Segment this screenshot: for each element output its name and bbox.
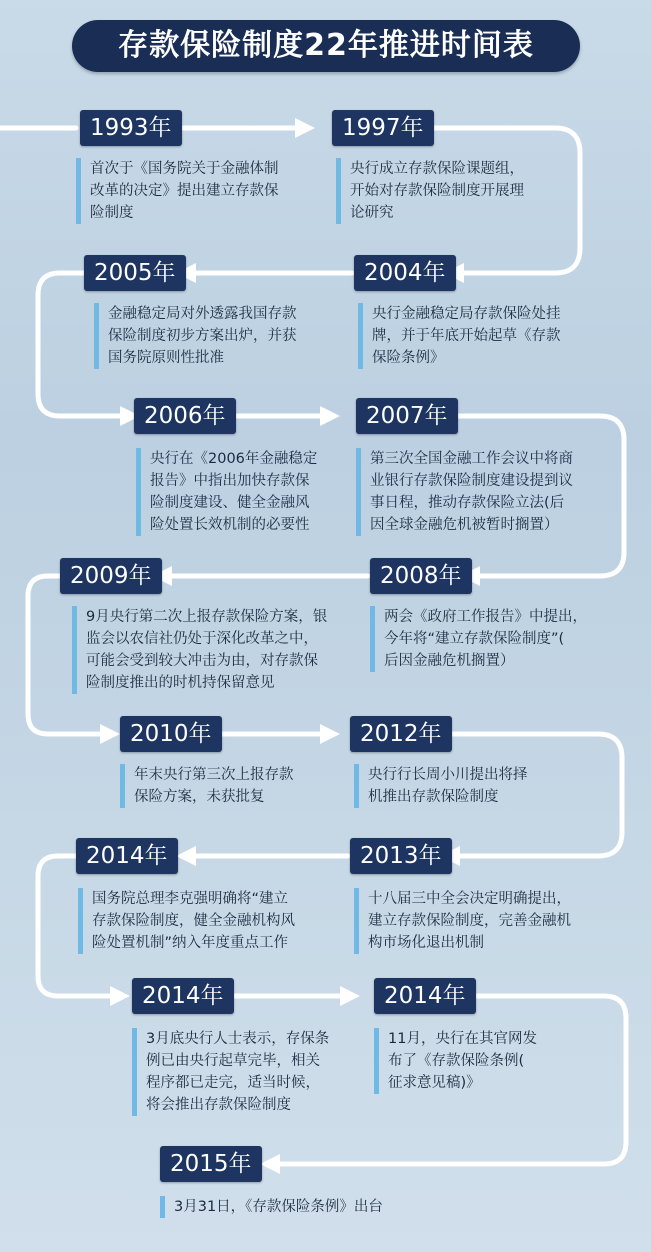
year-label: 2005年 xyxy=(84,255,186,291)
event-description: 3月底央行人士表示，存保条 例已由央行起草完毕，相关 程序都已走完，适当时候， 将会推出存款保险制度 xyxy=(132,1028,366,1116)
event-description: 央行行长周小川提出将择 机推出存款保险制度 xyxy=(354,764,588,808)
event-description: 第三次全国金融工作会议中将商 业银行存款保险制度建设提到议 事日程，推动存款保险立法(后 因全球金融危机被暂时搁置） xyxy=(356,448,630,536)
year-label: 2006年 xyxy=(134,398,236,434)
event-description: 金融稳定局对外透露我国存款 保险制度初步方案出炉，并获 国务院原则性批准 xyxy=(94,303,358,369)
event-description: 国务院总理李克强明确将“建立 存款保险制度，健全金融机构风 险处置机制”纳入年度重点工作 xyxy=(78,888,342,954)
event-description: 11月，央行在其官网发 布了《存款保险条例( 征求意见稿)》 xyxy=(374,1028,598,1094)
year-label: 2010年 xyxy=(120,716,222,752)
event-description: 央行金融稳定局存款保险处挂 牌，并于年底开始起草《存款 保险条例》 xyxy=(358,303,622,369)
year-label: 2013年 xyxy=(350,838,452,874)
year-label: 2008年 xyxy=(370,558,472,594)
event-description: 3月31日，《存款保险条例》出台 xyxy=(160,1196,454,1218)
event-description: 两会《政府工作报告》中提出， 今年将“建立存款保险制度”( 后因金融危机搁置） xyxy=(370,606,634,672)
year-label: 1997年 xyxy=(332,110,434,146)
year-label: 2012年 xyxy=(350,716,452,752)
year-label: 2004年 xyxy=(354,255,456,291)
event-description: 央行成立存款保险课题组， 开始对存款保险制度开展理 论研究 xyxy=(336,158,590,224)
year-label: 2015年 xyxy=(160,1146,262,1182)
year-label: 2014年 xyxy=(374,978,476,1014)
event-description: 央行在《2006年金融稳定 报告》中指出加快存款保 险制度建设、健全金融风 险处置长效机制的必要性 xyxy=(136,448,360,536)
year-label: 2009年 xyxy=(60,558,162,594)
year-label: 2014年 xyxy=(132,978,234,1014)
year-label: 2014年 xyxy=(76,838,178,874)
event-description: 年末央行第三次上报存款 保险方案，未获批复 xyxy=(120,764,344,808)
event-description: 9月央行第二次上报存款保险方案，银 监会以农信社仍处于深化改革之中， 可能会受到较大冲击为由，对存款保 险制度推出的时机持保留意见 xyxy=(72,606,376,694)
event-description: 十八届三中全会决定明确提出， 建立存款保险制度，完善金融机 构市场化退出机制 xyxy=(354,888,618,954)
year-label: 1993年 xyxy=(80,110,182,146)
page-title: 存款保险制度22年推进时间表 xyxy=(72,20,580,72)
year-label: 2007年 xyxy=(356,398,458,434)
event-description: 首次于《国务院关于金融体制 改革的决定》提出建立存款保 险制度 xyxy=(76,158,330,224)
